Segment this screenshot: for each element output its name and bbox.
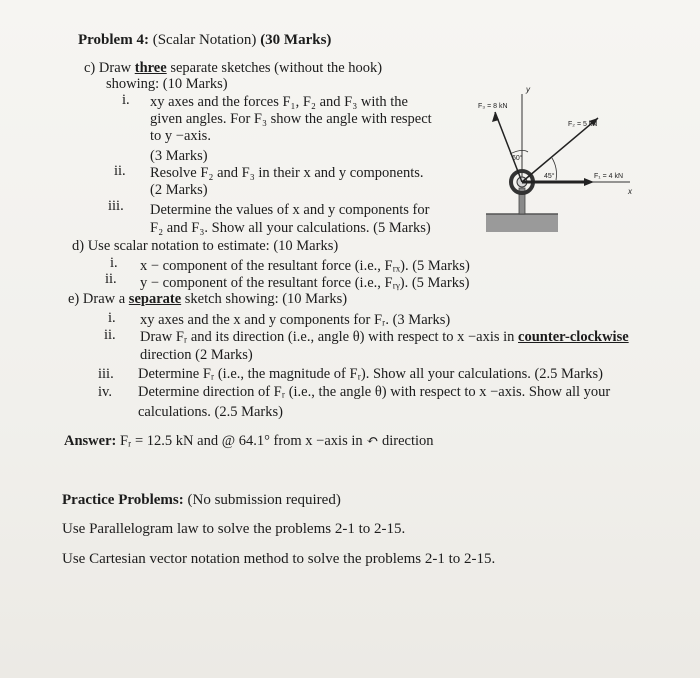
part-c-i-num: i.	[122, 92, 130, 108]
part-d-line1: d) Use scalar notation to estimate: (10 Marks)	[72, 238, 339, 254]
part-d-ii: y − component of the resultant force (i.e., Fᵣᵧ). (5 Marks)	[140, 275, 470, 291]
part-e-ii-num: ii.	[104, 327, 116, 343]
part-e-ii-line1	[140, 329, 629, 345]
part-e-iii-num: iii.	[98, 366, 114, 382]
answer-label: Answer:	[64, 433, 117, 449]
practice-line1: Use Parallelogram law to solve the problems 2-1 to 2-15.	[62, 521, 406, 537]
problem-marks: (30 Marks)	[260, 32, 332, 48]
y-axis-label: y	[526, 85, 530, 94]
part-e-i: xy axes and the x and y components for Fᵣ. (3 Marks)	[140, 312, 451, 328]
f1-arrowhead	[584, 178, 594, 186]
part-d-ii-num: ii.	[105, 271, 117, 287]
f3-label: F₃ = 8 kN	[478, 103, 508, 110]
f1-label: F₁ = 4 kN	[594, 173, 624, 180]
part-c-i-line1: xy axes and the forces F₁, F₂ and F₃ with the	[150, 94, 408, 110]
x-axis-label: x	[628, 187, 632, 196]
f3-vector	[495, 112, 522, 182]
part-e-line1	[68, 291, 347, 307]
part-e-ii-ccw: counter-clockwise	[518, 329, 629, 345]
part-c-i-line4: (3 Marks)	[150, 148, 208, 164]
angle-60-label: 60°	[512, 155, 523, 162]
part-e-rest: sketch showing: (10 Marks)	[184, 291, 348, 307]
part-e-i-num: i.	[108, 310, 116, 326]
part-d-i-num: i.	[110, 255, 118, 271]
force-diagram	[470, 82, 640, 242]
part-c-ii-line1: Resolve F₂ and F₃ in their x and y components.	[150, 165, 424, 181]
part-c-rest: separate sketches (without the hook)	[170, 60, 383, 76]
angle-arc-60	[510, 150, 528, 154]
part-e-iv-line2: calculations. (2.5 Marks)	[138, 404, 283, 420]
angle-45-label: 45°	[544, 173, 555, 180]
part-c-draw: Draw	[98, 60, 132, 76]
practice-label: Practice Problems:	[62, 492, 184, 508]
answer-line	[64, 433, 434, 449]
part-d-i: x − component of the resultant force (i.e., Fᵣₓ). (5 Marks)	[140, 258, 470, 274]
part-c-ii-line2: (2 Marks)	[150, 182, 208, 198]
part-c-i-line2: given angles. For F₃ show the angle with respect	[150, 111, 432, 127]
answer-text: Fᵣ = 12.5 kN and @ 64.1° from x −axis in ↶ direction	[119, 433, 434, 449]
ground-block	[486, 214, 558, 232]
problem-label: Problem 4:	[78, 32, 149, 48]
part-c-iii-line2: F₂ and F₃. Show all your calculations. (5 Marks)	[150, 220, 431, 236]
part-e-iv-line1: Determine direction of Fᵣ (i.e., the angle θ) with respect to x −axis. Show all your	[138, 384, 611, 400]
part-c-label: c)	[84, 60, 96, 76]
part-c-iii-line1: Determine the values of x and y components for	[150, 202, 430, 218]
part-c-line1	[84, 60, 382, 76]
part-e-ii-line2: direction (2 Marks)	[140, 347, 253, 363]
part-e-draw: e) Draw a	[68, 291, 126, 307]
part-e-iv-num: iv.	[98, 384, 112, 400]
part-e-iii: Determine Fᵣ (i.e., the magnitude of Fᵣ). Show all your calculations. (2.5 Marks)	[138, 366, 603, 382]
part-c-i-line3: to y −axis.	[150, 128, 211, 144]
part-c-three: three	[134, 60, 167, 76]
problem-subtitle: (Scalar Notation)	[152, 32, 257, 48]
part-c-iii-num: iii.	[108, 198, 124, 214]
problem-title	[78, 32, 331, 48]
practice-note: (No submission required)	[187, 492, 341, 508]
part-c-ii-num: ii.	[114, 163, 126, 179]
practice-line2: Use Cartesian vector notation method to solve the problems 2-1 to 2-15.	[62, 551, 496, 567]
part-e-ii-text: Draw Fᵣ and its direction (i.e., angle θ) with respect to x −axis in	[140, 329, 515, 345]
f2-label: F₂ = 5 kN	[568, 121, 598, 128]
practice-heading	[62, 492, 341, 508]
part-e-separate: separate	[128, 291, 182, 307]
part-c-line2: showing: (10 Marks)	[106, 76, 228, 92]
